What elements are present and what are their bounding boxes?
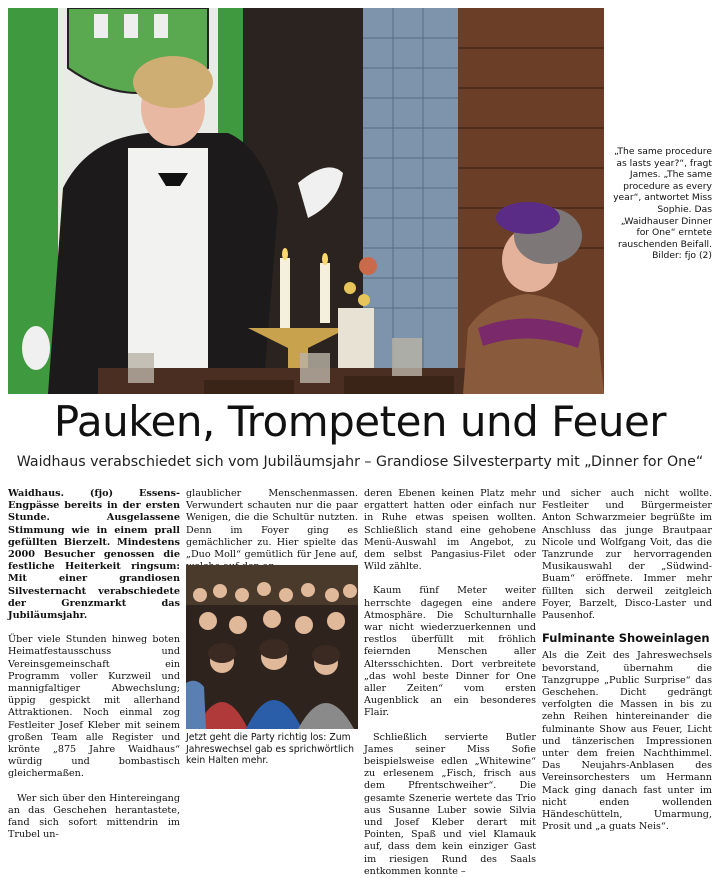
lead-paragraph xyxy=(8,488,180,622)
stage-photo-illustration xyxy=(8,8,604,394)
body-paragraph: Kaum fünf Meter weiter herrschte dagegen eine andere Atmosphäre. Die Schulturnhalle war nicht wiederzuerkennen und restlos überfüllt mit fröhlich feiernden Menschen aller Altersschichten. Dort verbreitete „das wohl beste Dinner for One aller Zeiten“ vom ersten Augenblick an ein besonderes Flair. xyxy=(364,585,536,719)
party-crowd-illustration xyxy=(186,565,358,729)
photo-caption xyxy=(608,146,712,262)
article-column-1 xyxy=(8,488,180,841)
article-column-3 xyxy=(364,488,536,878)
photo-caption-text: „The same procedure as lasts year?“, fragt James. „The same procedure as every year“, antwortet Miss Sophie. Das „Waidhauser Dinner for One“ erntete rauschenden Beifall. xyxy=(613,146,712,250)
headline: Pauken, Trompeten und Feuer xyxy=(53,397,667,446)
dateline: Waidhaus. xyxy=(8,488,64,499)
lead-text: (fjo) Essens-Engpässe bereits in der ersten Stunde. Ausgelassene Stimmung wie in einem prall gefüllten Bierzelt. Mindestens 2000 Besucher genossen die festliche Heiterkeit ringsum: Mit einer grandiosen Silvesternacht verabschiedete der Grenzmarkt das Jubiläumsjahr. xyxy=(8,488,180,622)
body-paragraph: Schließlich servierte Butler James seiner Miss Sofie beispielsweise edlen „Whitewine“ zu erlesenem „Fisch, frisch aus dem Pfrentschweiher“. Die gesamte Szenerie wertete das Trio aus Susanne Luber sowie Silvia und Josef Kleber derart mit Pointen, Spaß und viel Klamauk auf, dass dem kein einziger Gast im riesigen Rund des Saals entkommen konnte – xyxy=(364,731,536,877)
body-paragraph: deren Ebenen keinen Platz mehr ergattert hatten oder einfach nur in Ruhe etwas speisen wollten. Schließlich stand eine gehobene Menü-Auswahl im Angebot, zu dem selbst Pangasius-Filet oder Wild zählte. xyxy=(364,488,536,573)
section-subheading: Fulminante Showeinlagen xyxy=(542,631,710,646)
body-paragraph: Über viele Stunden hinweg boten Heimatfestausschuss und Vereinsgemeinschaft ein Programm voller Kurzweil und mannigfaltiger Abwechslung; üppig gespickt mit allerhand Attraktionen. Noch einmal zog Festleiter Josef Kleber mit seinem großen Team alle Register und krönte „875 Jahre Waidhaus“ würdig und bombastisch gleichermaßen. xyxy=(8,634,180,780)
article-column-4 xyxy=(542,488,712,833)
stage-photo xyxy=(8,8,604,394)
party-crowd-photo xyxy=(186,565,358,729)
body-paragraph: Als die Zeit des Jahreswechsels bevorstand, übernahm die Tanzgruppe „Public Surprise“ das Geschehen. Dicht gedrängt verfolgten die Massen in bis zu zehn Reihen hintereinander die fulminante Show aus Feuer, Licht und tänzerischen Impressionen unter dem freien Nachthimmel. Das Neujahrs-Anblasen des Vereinsorchesters um Hermann Mack ging danach fast unter im nicht enden wollenden Händeschütteln, Umarmung, Prosit und „a guats Neis“. xyxy=(542,650,712,833)
article-column-2 xyxy=(186,488,358,573)
body-paragraph: Wer sich über den Hintereingang an das Geschehen herantastete, fand sich sofort mittendrin im Trubel un- xyxy=(8,792,180,841)
photo-credit: Bilder: fjo (2) xyxy=(652,250,712,262)
body-paragraph: glaublicher Menschenmassen. Verwundert schauten nur die paar Wenigen, die die Schultür nutzten. Denn im Foyer ging es gemächlicher zu. Hier spielte das „Duo Moll“ gemütlich für Jene auf, xyxy=(186,488,358,561)
crowd-photo-caption: Jetzt geht die Party richtig los: Zum Jahreswechsel gab es sprichwörtlich kein Halten mehr. xyxy=(186,732,354,767)
subheadline: Waidhaus verabschiedet sich vom Jubiläumsjahr – Grandiose Silvesterparty mit „Dinner for One“ xyxy=(16,454,704,470)
body-paragraph: und sicher auch nicht wollte. Festleiter und Bürgermeister Anton Schwarzmeier begrüßte im Anschluss das junge Brautpaar Nicole und Wolfgang Voit, das die Tanzrunde zur hervorragenden Musikauswahl der „Südwind-Buam“ eröffnete. Immer mehr füllten sich derweil zeitgleich Foyer, Barzelt, Disco-Laster und Pausenhof. xyxy=(542,488,712,622)
